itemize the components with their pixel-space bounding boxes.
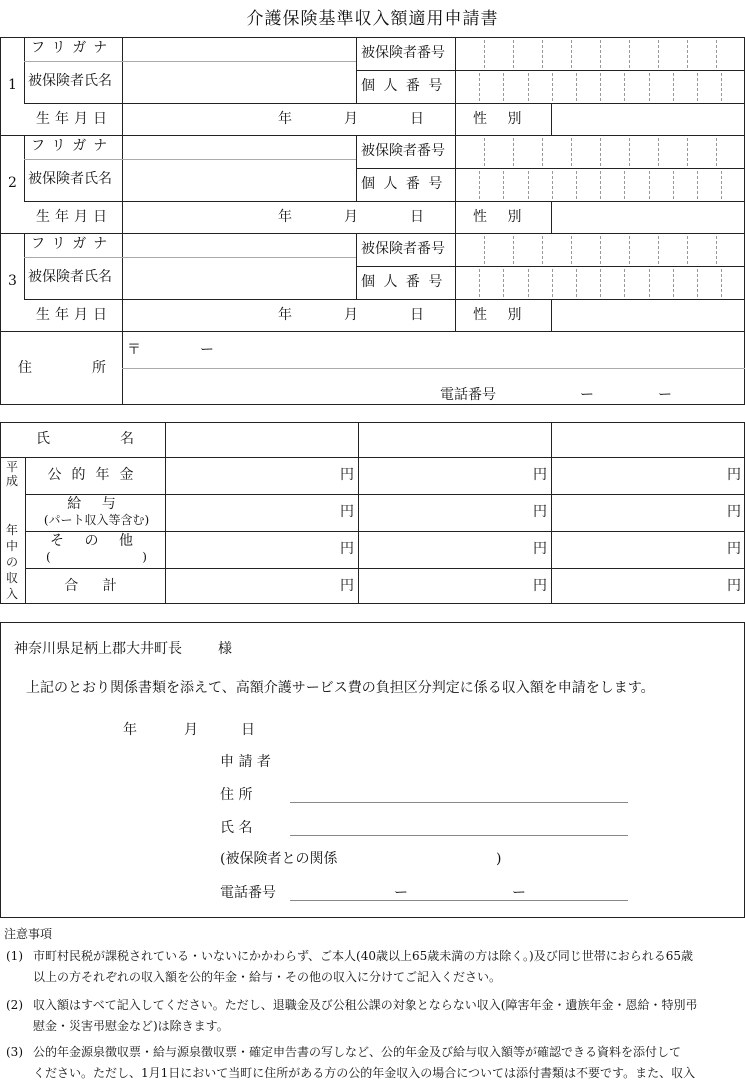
note-number: (2) (6, 998, 23, 1012)
birth-month-label: 月 (344, 209, 358, 225)
income-name-label-1: 氏 (36, 431, 50, 447)
income-amount-field[interactable] (553, 533, 723, 566)
note-number: (3) (6, 1045, 23, 1059)
sex-label: 性 別 (473, 111, 530, 127)
yen-unit: 円 (340, 504, 354, 520)
sex-field[interactable] (553, 301, 743, 329)
applicant-phone-label: 電話番号 (220, 885, 276, 901)
applicant-phone-dash-2: ー (512, 885, 526, 901)
personal-number-label: 個 人 番 号 (361, 274, 445, 290)
honorific: 様 (218, 641, 232, 657)
note-number: (1) (6, 949, 23, 963)
applicant-phone-field[interactable] (290, 900, 628, 901)
decl-month: 月 (184, 722, 198, 738)
income-amount-field[interactable] (360, 570, 529, 603)
decl-day: 日 (241, 722, 255, 738)
income-side-label-1: 平成 (6, 460, 19, 488)
applicant-label: 申 請 者 (220, 754, 271, 770)
address-label-1: 住 (18, 360, 32, 376)
personal-number-field[interactable] (457, 72, 743, 102)
birth-year-label: 年 (278, 111, 292, 127)
decl-year: 年 (123, 722, 137, 738)
furigana-field[interactable] (124, 39, 354, 59)
income-row-sublabel: (パート収入等含む) (43, 513, 150, 527)
phone-label: 電話番号 (440, 387, 496, 403)
birthdate-field[interactable] (124, 105, 454, 133)
addressee: 神奈川県足柄上郡大井町長 (14, 641, 182, 657)
yen-unit: 円 (533, 504, 547, 520)
insured-number-label: 被保険者番号 (361, 45, 445, 61)
income-name-field-1[interactable] (167, 424, 356, 456)
yen-unit: 円 (533, 578, 547, 594)
insured-number-label: 被保険者番号 (361, 241, 445, 257)
applicant-name-field[interactable] (290, 835, 628, 836)
sex-label: 性 別 (473, 209, 530, 225)
yen-unit: 円 (727, 504, 741, 520)
note-line: 以上の方それぞれの収入額を公的年金・給与・その他の収入に分けてご記入ください。 (33, 970, 502, 984)
furigana-field[interactable] (124, 137, 354, 157)
note-line: 市町村民税が課税されている・いないにかかわらず、ご本人(40歳以上65歳未満の方は除く。)及び同じ世帯におられる65歳 (33, 949, 693, 963)
furigana-label: フリガナ (31, 236, 115, 252)
statement: 上記のとおり関係書類を添えて、高額介護サービス費の負担区分判定に係る収入額を申請をします。 (26, 680, 655, 696)
furigana-label: フリガナ (31, 138, 115, 154)
income-row-label: 合 計 (64, 578, 127, 594)
yen-unit: 円 (340, 467, 354, 483)
applicant-name-label: 氏 名 (220, 820, 253, 836)
personal-number-field[interactable] (457, 268, 743, 298)
income-name-field-2[interactable] (360, 424, 549, 456)
income-side-label-2: 年中の収入 (6, 523, 19, 601)
birth-day-label: 日 (410, 307, 424, 323)
birthdate-field[interactable] (124, 203, 454, 231)
note-line: 収入額はすべて記入してください。ただし、退職金及び公租公課の対象とならない収入(障害年金・遺族年金・恩給・特別弔 (33, 998, 698, 1012)
address-field[interactable] (124, 333, 743, 403)
income-row-label: 給 与 (67, 496, 124, 512)
income-amount-field[interactable] (553, 496, 723, 529)
person-number: 1 (8, 77, 17, 93)
personal-number-label: 個 人 番 号 (361, 78, 445, 94)
insured-number-field[interactable] (457, 137, 743, 167)
note-line: 公的年金源泉徴収票・給与源泉徴収票・確定申告書の写しなど、公的年金及び給与収入額等が確認できる資料を添付して (33, 1045, 682, 1059)
applicant-address-label: 住 所 (220, 787, 253, 803)
person-number: 3 (8, 273, 17, 289)
income-name-field-3[interactable] (553, 424, 743, 456)
address-label-2: 所 (92, 360, 106, 376)
income-row-sublabel: ( ) (46, 550, 147, 564)
income-amount-field[interactable] (360, 496, 529, 529)
yen-unit: 円 (340, 541, 354, 557)
birth-month-label: 月 (344, 111, 358, 127)
yen-unit: 円 (727, 541, 741, 557)
income-row-label: そ の 他 (50, 533, 141, 549)
insured-name-label: 被保険者氏名 (28, 269, 112, 285)
birthdate-field[interactable] (124, 301, 454, 329)
furigana-label: フリガナ (31, 40, 115, 56)
insured-name-field[interactable] (124, 161, 354, 199)
yen-unit: 円 (533, 467, 547, 483)
income-amount-field[interactable] (360, 459, 529, 492)
applicant-phone-dash-1: ー (394, 885, 408, 901)
yen-unit: 円 (727, 467, 741, 483)
sex-field[interactable] (553, 105, 743, 133)
birth-year-label: 年 (278, 307, 292, 323)
person-number: 2 (8, 175, 17, 191)
birthdate-label: 生年月日 (36, 111, 112, 127)
note-line: ください。ただし、1月1日において当町に住所がある方の公的年金収入の場合については添付書類は不要です。また、収入 (33, 1066, 696, 1080)
income-row-label: 公的年金 (47, 467, 144, 483)
income-amount-field[interactable] (360, 533, 529, 566)
insured-number-field[interactable] (457, 235, 743, 265)
note-line: 慰金・災害弔慰金など)は除きます。 (33, 1019, 229, 1033)
personal-number-label: 個 人 番 号 (361, 176, 445, 192)
income-amount-field[interactable] (167, 570, 336, 603)
birth-month-label: 月 (344, 307, 358, 323)
declaration-box (0, 622, 745, 918)
form-title: 介護保険基準収入額適用申請書 (246, 9, 499, 29)
income-amount-field[interactable] (167, 496, 336, 529)
income-amount-field[interactable] (553, 570, 723, 603)
personal-number-field[interactable] (457, 170, 743, 200)
birthdate-label: 生年月日 (36, 209, 112, 225)
notes-heading: 注意事項 (4, 927, 53, 941)
yen-unit: 円 (340, 578, 354, 594)
relation-close: ) (496, 851, 502, 867)
birth-day-label: 日 (410, 209, 424, 225)
insured-number-label: 被保険者番号 (361, 143, 445, 159)
postal-dash: ー (200, 342, 214, 358)
income-amount-field[interactable] (167, 533, 336, 566)
birth-year-label: 年 (278, 209, 292, 225)
insured-name-field[interactable] (124, 259, 354, 297)
income-name-label-2: 名 (120, 431, 134, 447)
birth-day-label: 日 (410, 111, 424, 127)
phone-dash-2: ー (658, 387, 672, 403)
insured-name-field[interactable] (124, 63, 354, 101)
yen-unit: 円 (727, 578, 741, 594)
insured-name-label: 被保険者氏名 (28, 171, 112, 187)
income-amount-field[interactable] (167, 459, 336, 492)
insured-number-field[interactable] (457, 39, 743, 69)
sex-label: 性 別 (473, 307, 530, 323)
postal-mark: 〒 (127, 342, 141, 358)
relation-label: (被保険者との関係 (220, 851, 338, 867)
birthdate-label: 生年月日 (36, 307, 112, 323)
phone-dash-1: ー (580, 387, 594, 403)
applicant-address-field[interactable] (290, 802, 628, 803)
furigana-field[interactable] (124, 235, 354, 255)
sex-field[interactable] (553, 203, 743, 231)
income-amount-field[interactable] (553, 459, 723, 492)
yen-unit: 円 (533, 541, 547, 557)
insured-name-label: 被保険者氏名 (28, 73, 112, 89)
